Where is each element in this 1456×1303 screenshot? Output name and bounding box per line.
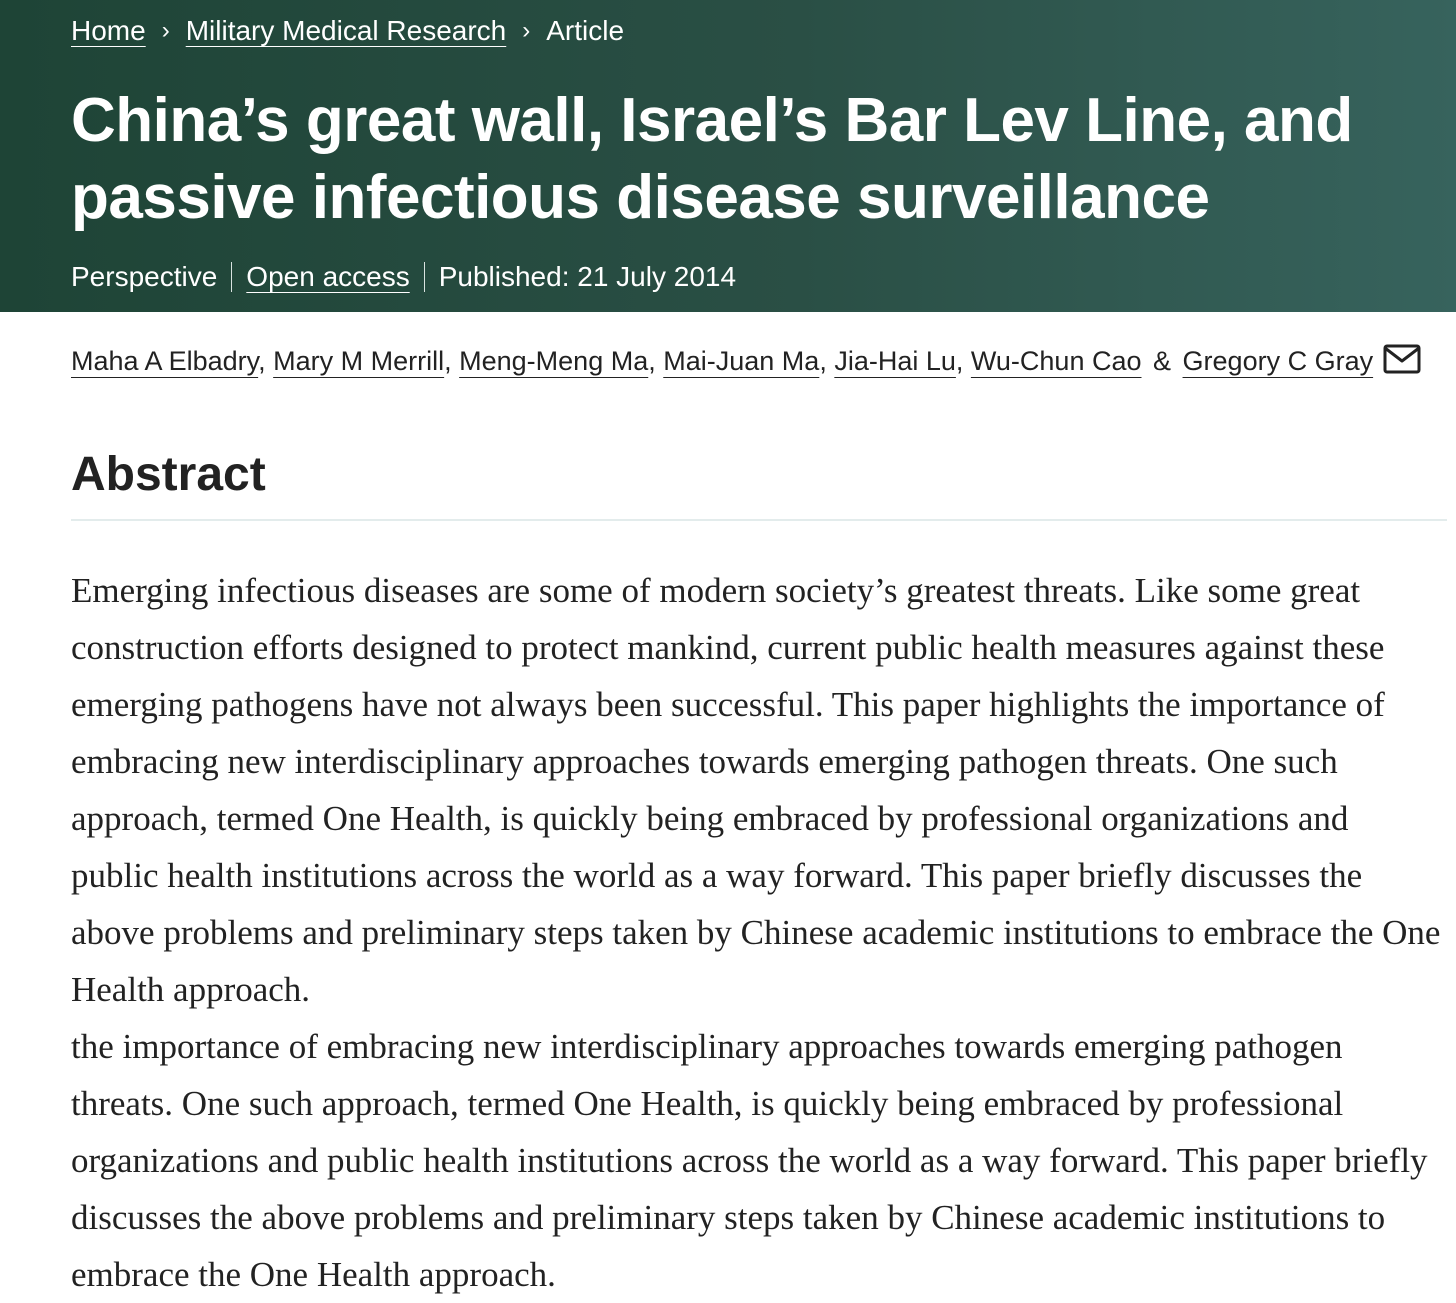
author-link[interactable]: Wu-Chun Cao	[970, 346, 1142, 376]
abstract-heading: Abstract	[71, 448, 266, 501]
breadcrumb-journal-link[interactable]: Military Medical Research	[185, 15, 507, 46]
author-link[interactable]: Gregory C Gray	[1182, 346, 1374, 376]
article-title: China’s great wall, Israel’s Bar Lev Line, and passive infectious disease surveillance	[71, 86, 1353, 232]
envelope-icon[interactable]	[1383, 344, 1421, 374]
article-header	[0, 0, 1456, 312]
chevron-right-icon: ›	[522, 17, 531, 44]
section-divider	[71, 519, 1447, 521]
author-link[interactable]: Maha A Elbadry	[71, 346, 259, 376]
breadcrumb-home-link[interactable]: Home	[71, 15, 146, 46]
abstract-paragraph: Emerging infectious diseases are some of modern society’s greatest threats. Like some great construction efforts designed to protect mankind, current public health measures against these emerging pathogens have not always been successful. This paper highlights the importance of embracing new interdisciplinary approaches towards emerging pathogen threats. One such approach, termed One Health, is quickly being embraced by professional organizations and public health institutions across the world as a way forward. This paper briefly discusses the above problems and preliminary steps taken by Chinese academic institutions to embrace the One Health approach.	[71, 571, 1441, 1009]
author-list: Maha A Elbadry, Mary M Merrill, Meng-Meng Ma, Mai-Juan Ma, Jia-Hai Lu, Wu-Chun Cao & Gregory C Gray	[71, 333, 1441, 390]
article-type: Perspective	[71, 261, 218, 292]
author-link[interactable]: Mai-Juan Ma	[663, 346, 820, 376]
author-link[interactable]: Mary M Merrill	[273, 346, 445, 376]
abstract-body	[71, 562, 1441, 1303]
breadcrumb	[71, 12, 624, 50]
chevron-right-icon: ›	[161, 17, 170, 44]
meta-divider	[231, 262, 232, 292]
article-meta	[71, 257, 736, 297]
author-link[interactable]: Jia-Hai Lu	[834, 346, 956, 376]
abstract-paragraph: the importance of embracing new interdisciplinary approaches towards emerging pathogen threats. One such approach, termed One Health, is quickly being embraced by professional organizations and public health institutions across the world as a way forward. This paper briefly discusses the above problems and preliminary steps taken by Chinese academic institutions to embrace the One Health approach.	[71, 1027, 1428, 1294]
open-access-link[interactable]: Open access	[246, 261, 410, 292]
author-ampersand: &	[1153, 346, 1172, 376]
breadcrumb-current: Article	[546, 15, 625, 46]
published-date: Published: 21 July 2014	[438, 261, 737, 292]
meta-divider	[424, 262, 425, 292]
author-link[interactable]: Meng-Meng Ma	[459, 346, 649, 376]
